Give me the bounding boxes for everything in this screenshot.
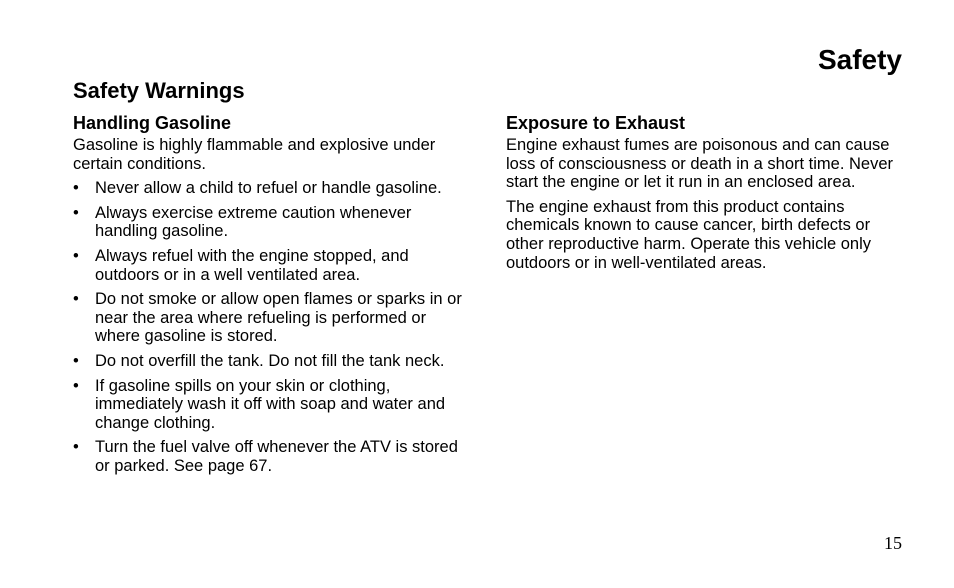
bullet-text: If gasoline spills on your skin or clothing, immediately wash it off with soap and water and change clothing.	[95, 376, 446, 432]
bullet-text: Always refuel with the engine stopped, and outdoors or in a well ventilated area.	[95, 246, 409, 284]
right-column	[506, 113, 906, 272]
bullet-icon: •	[73, 376, 79, 395]
bullet-item	[73, 290, 473, 346]
bullet-item	[73, 377, 473, 433]
bullet-text: Turn the fuel valve off whenever the ATV is stored or parked. See page 67.	[95, 438, 458, 475]
bullet-item	[73, 179, 473, 198]
page-title: Safety	[817, 44, 902, 75]
bullet-icon: •	[73, 246, 79, 265]
bullet-item	[73, 438, 473, 475]
bullet-text: Never allow a child to refuel or handle gasoline.	[95, 179, 442, 198]
bullet-icon: •	[73, 179, 79, 198]
exhaust-paragraph-1: Engine exhaust fumes are poisonous and can cause loss of consciousness or death in a short time. Never start the engine or let it run in an enclosed area.	[506, 136, 894, 192]
handling-gasoline-heading: Handling Gasoline	[73, 113, 232, 133]
exhaust-paragraph-2: The engine exhaust from this product contains chemicals known to cause cancer, birth defects or other reproductive harm. Operate this vehicle only outdoors or in well-ventilated areas.	[506, 197, 872, 272]
bullet-icon: •	[73, 203, 79, 222]
section-title: Safety Warnings	[73, 78, 245, 103]
bullet-text: Do not overfill the tank. Do not fill the tank neck.	[95, 351, 445, 370]
left-column	[73, 113, 473, 482]
bullet-icon: •	[73, 438, 79, 457]
bullet-item	[73, 352, 473, 371]
bullet-icon: •	[73, 351, 79, 370]
handling-gasoline-intro: Gasoline is highly flammable and explosive under certain conditions.	[73, 136, 436, 173]
bullet-item	[73, 247, 473, 284]
gasoline-bullet-list	[73, 179, 473, 475]
bullet-icon: •	[73, 290, 79, 309]
exposure-to-exhaust-heading: Exposure to Exhaust	[506, 113, 686, 133]
bullet-item	[73, 204, 473, 241]
page-number: 15	[884, 533, 902, 553]
bullet-text: Always exercise extreme caution whenever handling gasoline.	[95, 203, 412, 241]
bullet-text: Do not smoke or allow open flames or sparks in or near the area where refueling is performed or where gasoline is stored.	[95, 290, 462, 346]
